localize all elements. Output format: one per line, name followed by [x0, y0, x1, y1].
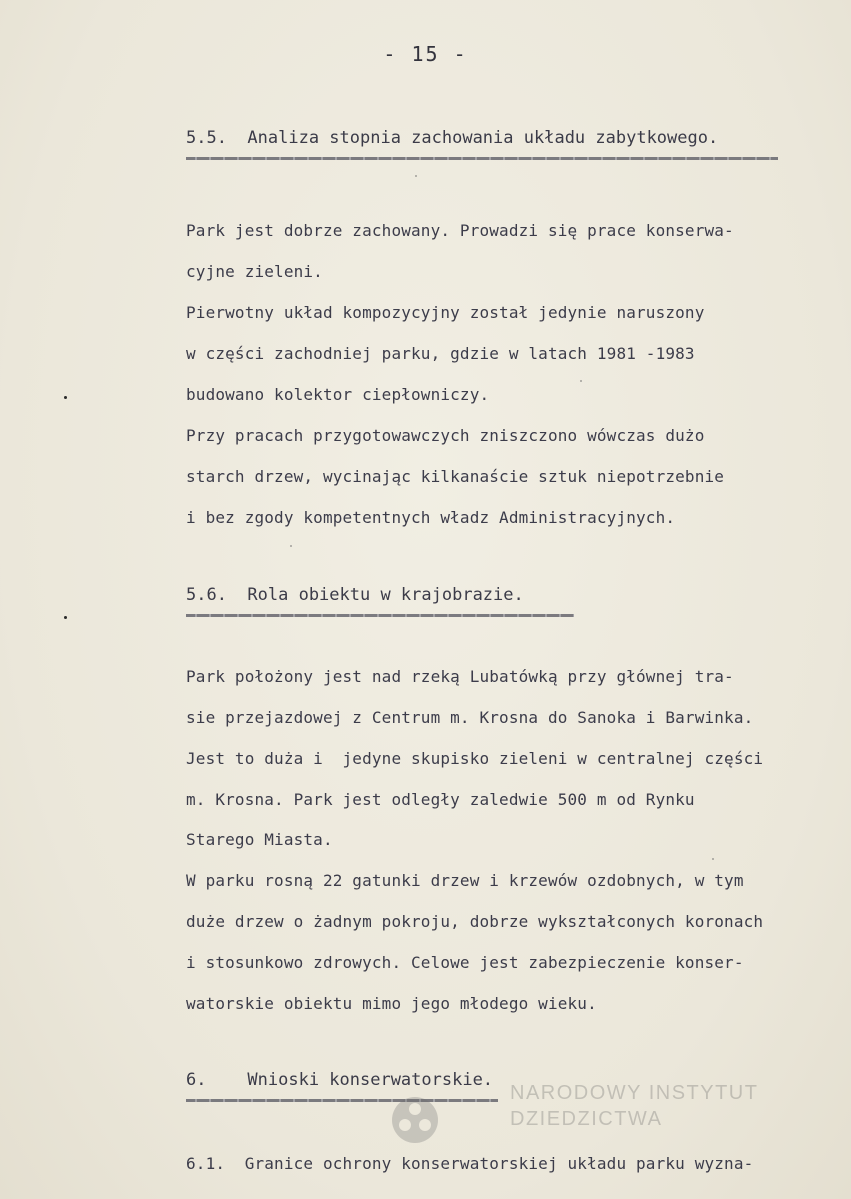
paper-speck	[415, 175, 417, 177]
text-line: w części zachodniej parku, gdzie w latach 1981 -1983	[186, 344, 695, 363]
section-5-6-underline	[186, 614, 574, 617]
watermark-line-2: DZIEDZICTWA	[510, 1108, 663, 1130]
paper-speck	[580, 380, 582, 382]
text-line: Przy pracach przygotowawczych zniszczono wówczas dużo	[186, 426, 705, 445]
paper-speck	[290, 545, 292, 547]
section-5-5-heading: 5.5. Analiza stopnia zachowania układu zabytkowego.	[186, 128, 719, 148]
text-line: Jest to duża i jedyne skupisko zieleni w centralnej części	[186, 749, 764, 768]
punch-hole	[64, 396, 67, 399]
text-line: Park położony jest nad rzeką Lubatówką przy głównej tra-	[186, 667, 734, 686]
section-6-heading: 6. Wnioski konserwatorskie.	[186, 1070, 494, 1090]
text-line: Pierwotny układ kompozycyjny został jedynie naruszony	[186, 303, 705, 322]
text-line: starch drzew, wycinając kilkanaście sztuk niepotrzebnie	[186, 467, 725, 486]
text-line: cyjne zieleni.	[186, 262, 323, 281]
text-line: m. Krosna. Park jest odległy zaledwie 500 m od Rynku	[186, 790, 695, 809]
text-line: i bez zgody kompetentnych władz Administracyjnych.	[186, 508, 676, 527]
paper-speck	[712, 858, 714, 860]
punch-hole	[64, 616, 67, 619]
section-5-5-underline	[186, 157, 778, 160]
text-line: Park jest dobrze zachowany. Prowadzi się prace konserwa-	[186, 221, 734, 240]
watermark-line-1: NARODOWY INSTYTUT	[510, 1082, 759, 1104]
text-line: watorskie obiektu mimo jego młodego wieku.	[186, 994, 597, 1013]
text-line: duże drzew o żadnym pokroju, dobrze wykształconych koronach	[186, 912, 764, 931]
text-line: budowano kolektor ciepłowniczy.	[186, 385, 490, 404]
text-line: Starego Miasta.	[186, 830, 333, 849]
text-line: W parku rosną 22 gatunki drzew i krzewów ozdobnych, w tym	[186, 871, 744, 890]
institution-watermark	[450, 1080, 759, 1180]
text-line: i stosunkowo zdrowych. Celowe jest zabezpieczenie konser-	[186, 953, 744, 972]
section-6-1-line: 6.1. Granice ochrony konserwatorskiej układu parku wyzna-	[186, 1154, 754, 1173]
text-line: sie przejazdowej z Centrum m. Krosna do Sanoka i Barwinka.	[186, 708, 754, 727]
page-number: - 15 -	[383, 42, 468, 66]
section-5-6-heading: 5.6. Rola obiektu w krajobrazie.	[186, 585, 524, 605]
watermark-logo-icon	[390, 1095, 440, 1145]
